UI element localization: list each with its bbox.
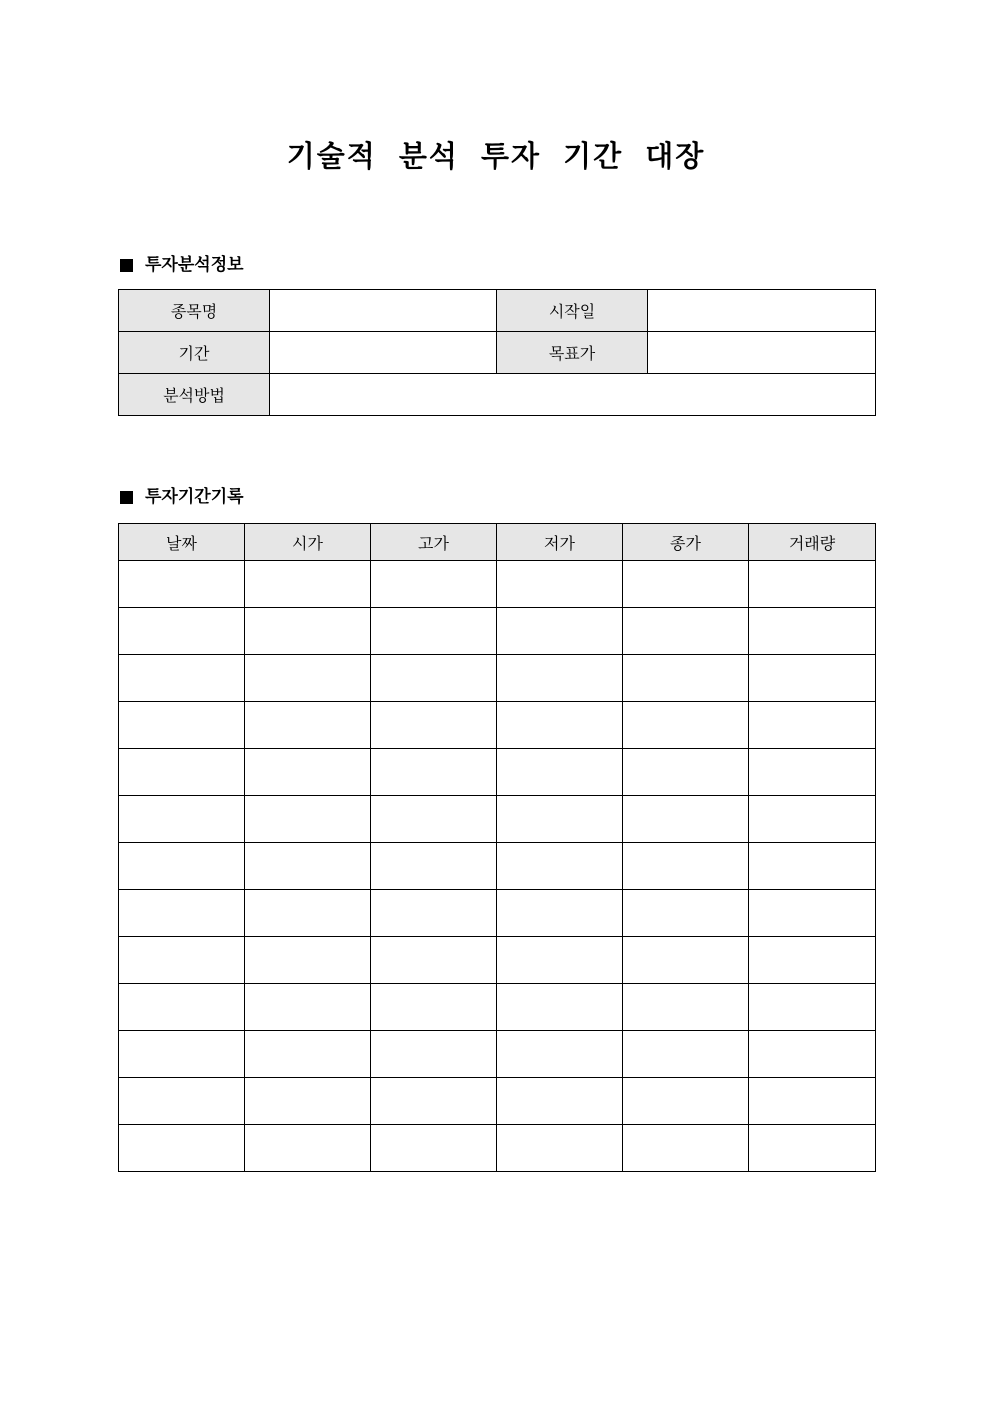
- cell-volume[interactable]: [749, 1031, 876, 1078]
- cell-date[interactable]: [119, 1125, 245, 1172]
- square-bullet-icon: [120, 259, 133, 272]
- column-header-low: 저가: [497, 524, 623, 561]
- cell-date[interactable]: [119, 843, 245, 890]
- cell-low[interactable]: [497, 1125, 623, 1172]
- cell-volume[interactable]: [749, 890, 876, 937]
- column-header-date: 날짜: [119, 524, 245, 561]
- period-label: 기간: [119, 332, 270, 374]
- table-row: [119, 655, 876, 702]
- cell-date[interactable]: [119, 1031, 245, 1078]
- table-row: [119, 796, 876, 843]
- record-header-row: [119, 524, 876, 561]
- cell-open[interactable]: [245, 608, 371, 655]
- cell-high[interactable]: [371, 655, 497, 702]
- target-price-field[interactable]: [648, 332, 876, 374]
- cell-open[interactable]: [245, 890, 371, 937]
- cell-date[interactable]: [119, 890, 245, 937]
- info-row-1: [119, 290, 876, 332]
- record-body: [119, 561, 876, 1172]
- cell-low[interactable]: [497, 984, 623, 1031]
- cell-open[interactable]: [245, 843, 371, 890]
- cell-high[interactable]: [371, 702, 497, 749]
- cell-low[interactable]: [497, 749, 623, 796]
- cell-close[interactable]: [623, 1031, 749, 1078]
- target-price-label: 목표가: [497, 332, 648, 374]
- info-section-heading: [118, 254, 244, 276]
- cell-close[interactable]: [623, 937, 749, 984]
- cell-volume[interactable]: [749, 608, 876, 655]
- cell-open[interactable]: [245, 937, 371, 984]
- cell-date[interactable]: [119, 702, 245, 749]
- cell-low[interactable]: [497, 796, 623, 843]
- start-date-label: 시작일: [497, 290, 648, 332]
- table-row: [119, 890, 876, 937]
- table-row: [119, 749, 876, 796]
- cell-close[interactable]: [623, 890, 749, 937]
- cell-date[interactable]: [119, 796, 245, 843]
- table-row: [119, 1031, 876, 1078]
- cell-high[interactable]: [371, 1078, 497, 1125]
- square-bullet-icon: [120, 491, 133, 504]
- cell-high[interactable]: [371, 796, 497, 843]
- cell-date[interactable]: [119, 937, 245, 984]
- info-section-heading-text: 투자분석정보: [145, 255, 244, 275]
- cell-low[interactable]: [497, 561, 623, 608]
- analysis-method-label: 분석방법: [119, 374, 270, 416]
- cell-high[interactable]: [371, 749, 497, 796]
- cell-volume[interactable]: [749, 655, 876, 702]
- record-table: [118, 523, 876, 1172]
- cell-close[interactable]: [623, 984, 749, 1031]
- column-header-open: 시가: [245, 524, 371, 561]
- cell-low[interactable]: [497, 608, 623, 655]
- cell-open[interactable]: [245, 561, 371, 608]
- cell-close[interactable]: [623, 655, 749, 702]
- stock-name-label: 종목명: [119, 290, 270, 332]
- cell-low[interactable]: [497, 1078, 623, 1125]
- cell-open[interactable]: [245, 1031, 371, 1078]
- info-row-2: [119, 332, 876, 374]
- cell-close[interactable]: [623, 1078, 749, 1125]
- cell-date[interactable]: [119, 749, 245, 796]
- record-section-heading-text: 투자기간기록: [145, 487, 244, 507]
- analysis-method-field[interactable]: [270, 374, 876, 416]
- page-title: 기술적 분석 투자 기간 대장: [286, 139, 706, 173]
- column-header-close: 종가: [623, 524, 749, 561]
- start-date-field[interactable]: [648, 290, 876, 332]
- column-header-high: 고가: [371, 524, 497, 561]
- cell-volume[interactable]: [749, 984, 876, 1031]
- cell-volume[interactable]: [749, 796, 876, 843]
- cell-high[interactable]: [371, 890, 497, 937]
- table-row: [119, 843, 876, 890]
- cell-high[interactable]: [371, 1125, 497, 1172]
- cell-open[interactable]: [245, 655, 371, 702]
- period-field[interactable]: [270, 332, 497, 374]
- table-row: [119, 937, 876, 984]
- cell-date[interactable]: [119, 984, 245, 1031]
- cell-volume[interactable]: [749, 843, 876, 890]
- cell-low[interactable]: [497, 890, 623, 937]
- table-row: [119, 984, 876, 1031]
- info-table: [118, 289, 876, 416]
- cell-close[interactable]: [623, 1125, 749, 1172]
- cell-close[interactable]: [623, 561, 749, 608]
- cell-open[interactable]: [245, 984, 371, 1031]
- cell-close[interactable]: [623, 608, 749, 655]
- column-header-volume: 거래량: [749, 524, 876, 561]
- cell-open[interactable]: [245, 749, 371, 796]
- cell-close[interactable]: [623, 702, 749, 749]
- table-row: [119, 702, 876, 749]
- cell-close[interactable]: [623, 749, 749, 796]
- cell-high[interactable]: [371, 843, 497, 890]
- cell-close[interactable]: [623, 843, 749, 890]
- cell-high[interactable]: [371, 937, 497, 984]
- stock-name-field[interactable]: [270, 290, 497, 332]
- cell-date[interactable]: [119, 1078, 245, 1125]
- cell-low[interactable]: [497, 702, 623, 749]
- cell-high[interactable]: [371, 984, 497, 1031]
- cell-volume[interactable]: [749, 937, 876, 984]
- cell-open[interactable]: [245, 1078, 371, 1125]
- table-row: [119, 561, 876, 608]
- cell-volume[interactable]: [749, 702, 876, 749]
- cell-low[interactable]: [497, 655, 623, 702]
- cell-volume[interactable]: [749, 749, 876, 796]
- cell-high[interactable]: [371, 561, 497, 608]
- table-row: [119, 1078, 876, 1125]
- cell-high[interactable]: [371, 608, 497, 655]
- info-row-3: [119, 374, 876, 416]
- cell-close[interactable]: [623, 796, 749, 843]
- cell-open[interactable]: [245, 702, 371, 749]
- cell-date[interactable]: [119, 561, 245, 608]
- cell-high[interactable]: [371, 1031, 497, 1078]
- cell-low[interactable]: [497, 843, 623, 890]
- table-row: [119, 608, 876, 655]
- table-row: [119, 1125, 876, 1172]
- cell-low[interactable]: [497, 937, 623, 984]
- cell-date[interactable]: [119, 655, 245, 702]
- cell-low[interactable]: [497, 1031, 623, 1078]
- cell-volume[interactable]: [749, 1078, 876, 1125]
- cell-open[interactable]: [245, 796, 371, 843]
- cell-open[interactable]: [245, 1125, 371, 1172]
- cell-volume[interactable]: [749, 561, 876, 608]
- cell-volume[interactable]: [749, 1125, 876, 1172]
- cell-date[interactable]: [119, 608, 245, 655]
- record-section-heading: [118, 486, 244, 508]
